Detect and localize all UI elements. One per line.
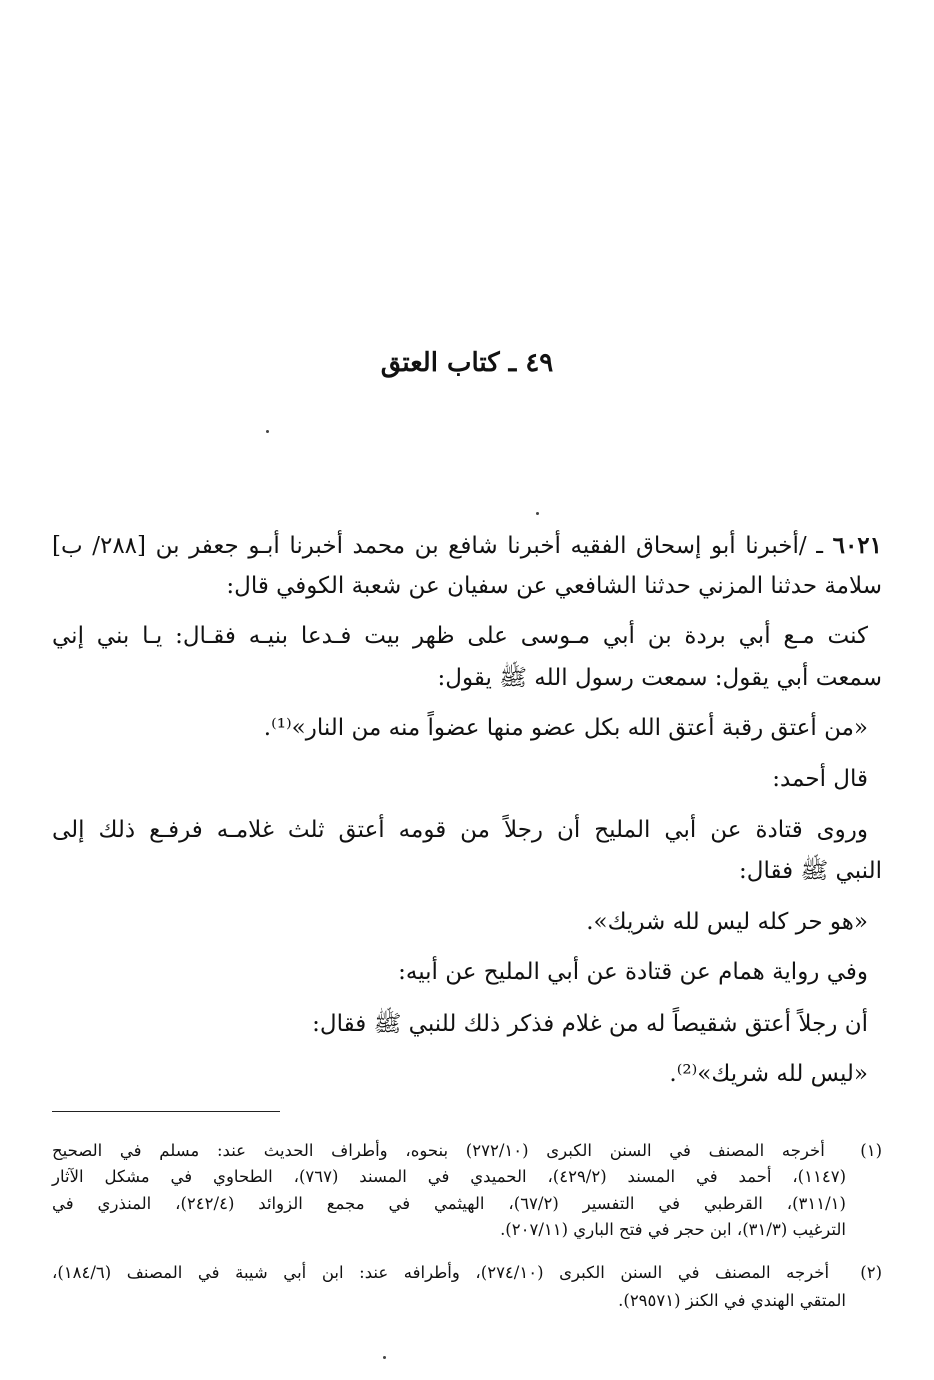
scan-speck (266, 430, 269, 433)
hadith-line-8: النبي ﷺ فقال: (739, 858, 882, 884)
scan-speck (383, 1356, 386, 1359)
footnote-1-marker: (١) (860, 1141, 882, 1160)
footnote-1-line-4: الترغيب (٣١/٣)، ابن حجر في فتح الباري (٢٠٧/١١). (500, 1220, 846, 1239)
hadith-line-11: أن رجلاً أعتق شقيصاً له من غلام فذكر ذلك للنبي ﷺ فقال: (312, 1011, 868, 1037)
footnote-1-line-2: (١١٤٧)، أحمد في المسند (٤٢٩/٢)، الحميدي في المسند (٧٦٧)، الطحاوي في مشكل الآثار (52, 1167, 846, 1186)
scan-speck (536, 512, 539, 515)
footnote-2-line-1: (٢) أخرجه المصنف في السنن الكبرى (٢٧٤/١٠)، وأطرافه عند: ابن أبي شيبة في المصنف (١٨٤/٦)، (52, 1263, 882, 1282)
hadith-line-10: وفي رواية همام عن قتادة عن أبي المليح عن أبيه: (398, 959, 868, 985)
hadith-line-2: سلامة حدثنا المزني حدثنا الشافعي عن سفيان عن شعبة الكوفي قال: (226, 573, 882, 599)
hadith-line-3: كنت مـع أبي بردة بن أبي مـوسى على ظهر بيت فـدعا بنيـه فقـال: يـا بني إني (52, 623, 868, 649)
footnote-1-line-3: (٣١١/١)، القرطبي في التفسير (٦٧/٢)، الهيثمي في مجمع الزوائد (٢٤٢/٤)، المنذري في (52, 1194, 846, 1213)
hadith-quote-2: «هو حر كله ليس لله شريك». (586, 909, 868, 935)
footnote-1-line-1: (١) أخرجه المصنف في السنن الكبرى (٢٧٢/١٠) بنحوه، وأطراف الحديث عند: مسلم في الصحيح (52, 1141, 882, 1160)
footnote-2-marker: (٢) (860, 1263, 882, 1282)
hadith-quote-3: «ليس لله شريك»⁽²⁾. (669, 1061, 868, 1087)
hadith-line-7: وروى قتادة عن أبي المليح أن رجلاً من قومه أعتق ثلث غلامـه فرفـع ذلك إلى (52, 817, 868, 843)
hadith-number: ٦٠٢١ (832, 532, 883, 559)
chapter-title: ٤٩ ـ كتاب العتق (380, 348, 554, 378)
footnote-2-line-2: المتقي الهندي في الكنز (٢٩٥٧١). (618, 1291, 846, 1310)
qala-ahmad: قال أحمد: (772, 766, 868, 792)
hadith-quote-1: «من أعتق رقبة أعتق الله بكل عضو منها عضواً منه من النار»⁽¹⁾. (263, 715, 868, 741)
hadith-line-4: سمعت أبي يقول: سمعت رسول الله ﷺ يقول: (437, 665, 882, 691)
footnote-separator (52, 1111, 280, 1112)
hadith-line-1: ٦٠٢١ ـ /أخبرنا أبو إسحاق الفقيه أخبرنا شافع بن محمد أخبرنا أبـو جعفر بن [٢٨٨/ ب] (52, 532, 883, 559)
